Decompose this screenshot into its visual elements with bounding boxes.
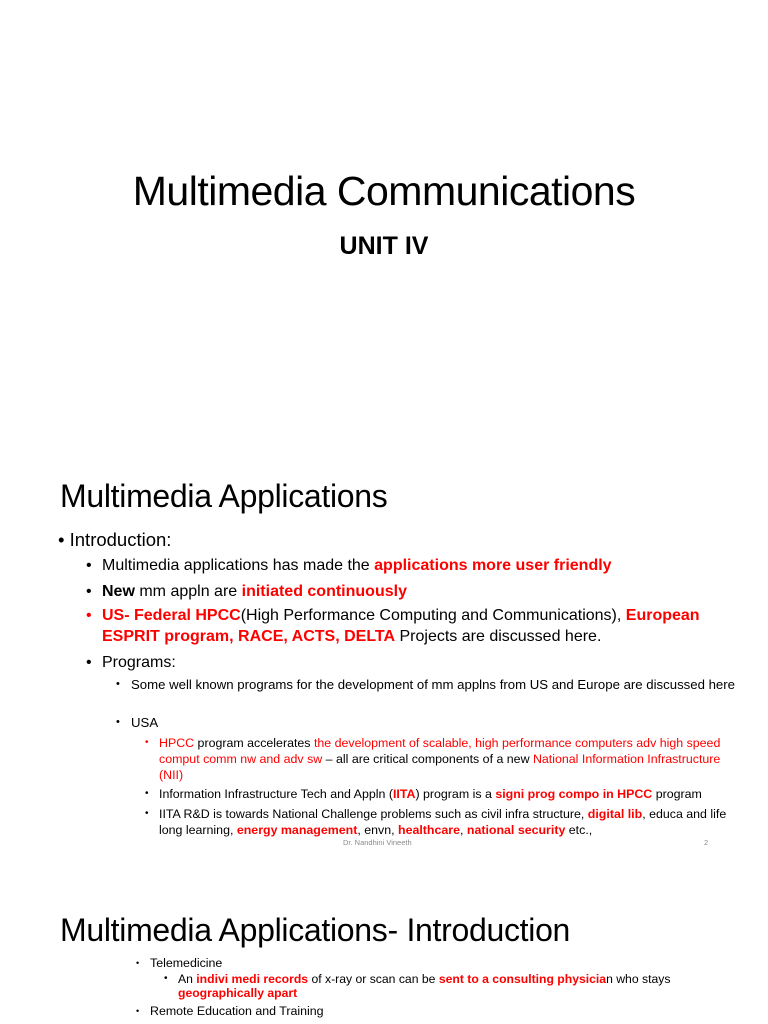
bullet-introduction [58, 528, 171, 551]
item-text: mm appln are [134, 583, 242, 600]
item-text: , educa and life long learning, [159, 807, 727, 837]
item-highlight: initiated continuously [241, 583, 407, 600]
list-item [86, 581, 740, 602]
item-text: Information Infrastructure Tech and Appln ( [159, 787, 393, 801]
list-item [116, 714, 740, 731]
item-text: Programs: [102, 654, 176, 671]
footer-author: Dr. Nandhini Vineeth [343, 838, 412, 847]
bullet-glyph: • [86, 607, 92, 624]
item-text: Multimedia applications has made the [102, 557, 375, 574]
bullet-glyph: • [136, 958, 140, 968]
item-text: Some well known programs for the development of mm applns from US and Europe are discussed here [131, 677, 735, 692]
presentation-title: Multimedia Communications [132, 168, 636, 214]
item-text: IITA R&D is towards National Challenge problems such as civil infra structure, [159, 807, 588, 821]
item-text: etc., [565, 823, 593, 837]
item-text: Telemedicine [150, 956, 223, 970]
slide-title: Multimedia Applications- Introduction [60, 912, 571, 948]
slide-title: Multimedia Applications [60, 478, 388, 514]
item-highlight: signi prog compo in HPCC [495, 787, 653, 801]
bullet-glyph: • [116, 678, 120, 690]
item-text: , envn, [357, 823, 398, 837]
item-text: n who stays [606, 972, 671, 986]
bullet-glyph: • [145, 788, 149, 799]
bullet-glyph: • [136, 1006, 140, 1016]
item-highlight: European ESPRIT program, RACE, ACTS, DELTA [102, 607, 700, 645]
title-slide [0, 0, 768, 432]
list-item [164, 972, 742, 1000]
list-item [145, 786, 742, 802]
list-item [136, 955, 740, 971]
bullet-glyph: • [145, 808, 149, 819]
item-text: of x-ray or scan can be [308, 972, 439, 986]
item-highlight: indivi medi records [196, 972, 309, 986]
item-highlight: geographically apart [178, 986, 298, 1000]
item-highlight: digital lib [587, 807, 643, 821]
bullet-glyph: • [145, 737, 149, 748]
item-highlight: IITA [392, 787, 416, 801]
item-highlight: US- Federal HPCC [102, 607, 241, 624]
bullet-text: Introduction: [69, 529, 172, 550]
list-item [86, 605, 740, 647]
unit-subtitle: UNIT IV [339, 232, 429, 260]
item-text: Remote Education and Training [150, 1004, 324, 1018]
item-text: USA [131, 715, 159, 730]
list-item [116, 676, 740, 693]
introduction-slide [0, 864, 768, 1024]
item-text: (High Performance Computing and Communications), [240, 607, 626, 624]
item-text: program accelerates [194, 736, 314, 750]
list-item [145, 806, 742, 838]
item-highlight: healthcare [398, 823, 460, 837]
bullet-glyph: • [164, 973, 168, 984]
item-highlight: HPCC [159, 736, 195, 750]
item-text: Projects are discussed here. [395, 628, 602, 645]
item-text: ) program is a [415, 787, 496, 801]
item-highlight: energy management [236, 823, 358, 837]
list-item [86, 555, 740, 576]
bullet-glyph: • [86, 654, 92, 671]
item-highlight: National Information Infrastructure (NII) [159, 752, 721, 782]
item-bold: New [102, 583, 135, 600]
page-number: 2 [704, 838, 709, 847]
applications-slide [0, 432, 768, 864]
item-text: An [178, 972, 197, 986]
item-text: – all are critical components of a new [322, 752, 533, 766]
list-item [86, 652, 740, 673]
list-item [136, 1003, 740, 1019]
item-highlight: sent to a consulting physicia [438, 972, 607, 986]
item-highlight: national security [466, 823, 566, 837]
item-text: , [459, 823, 467, 837]
bullet-glyph: • [86, 557, 92, 574]
bullet-glyph: • [86, 583, 92, 600]
item-highlight: applications more user friendly [374, 557, 612, 574]
list-item [145, 735, 742, 783]
bullet-glyph: • [116, 716, 120, 728]
bullet-glyph: • [58, 529, 65, 550]
item-text: program [652, 787, 702, 801]
item-highlight: the development of scalable, high performance computers adv high speed comput comm nw and adv sw [159, 736, 721, 766]
